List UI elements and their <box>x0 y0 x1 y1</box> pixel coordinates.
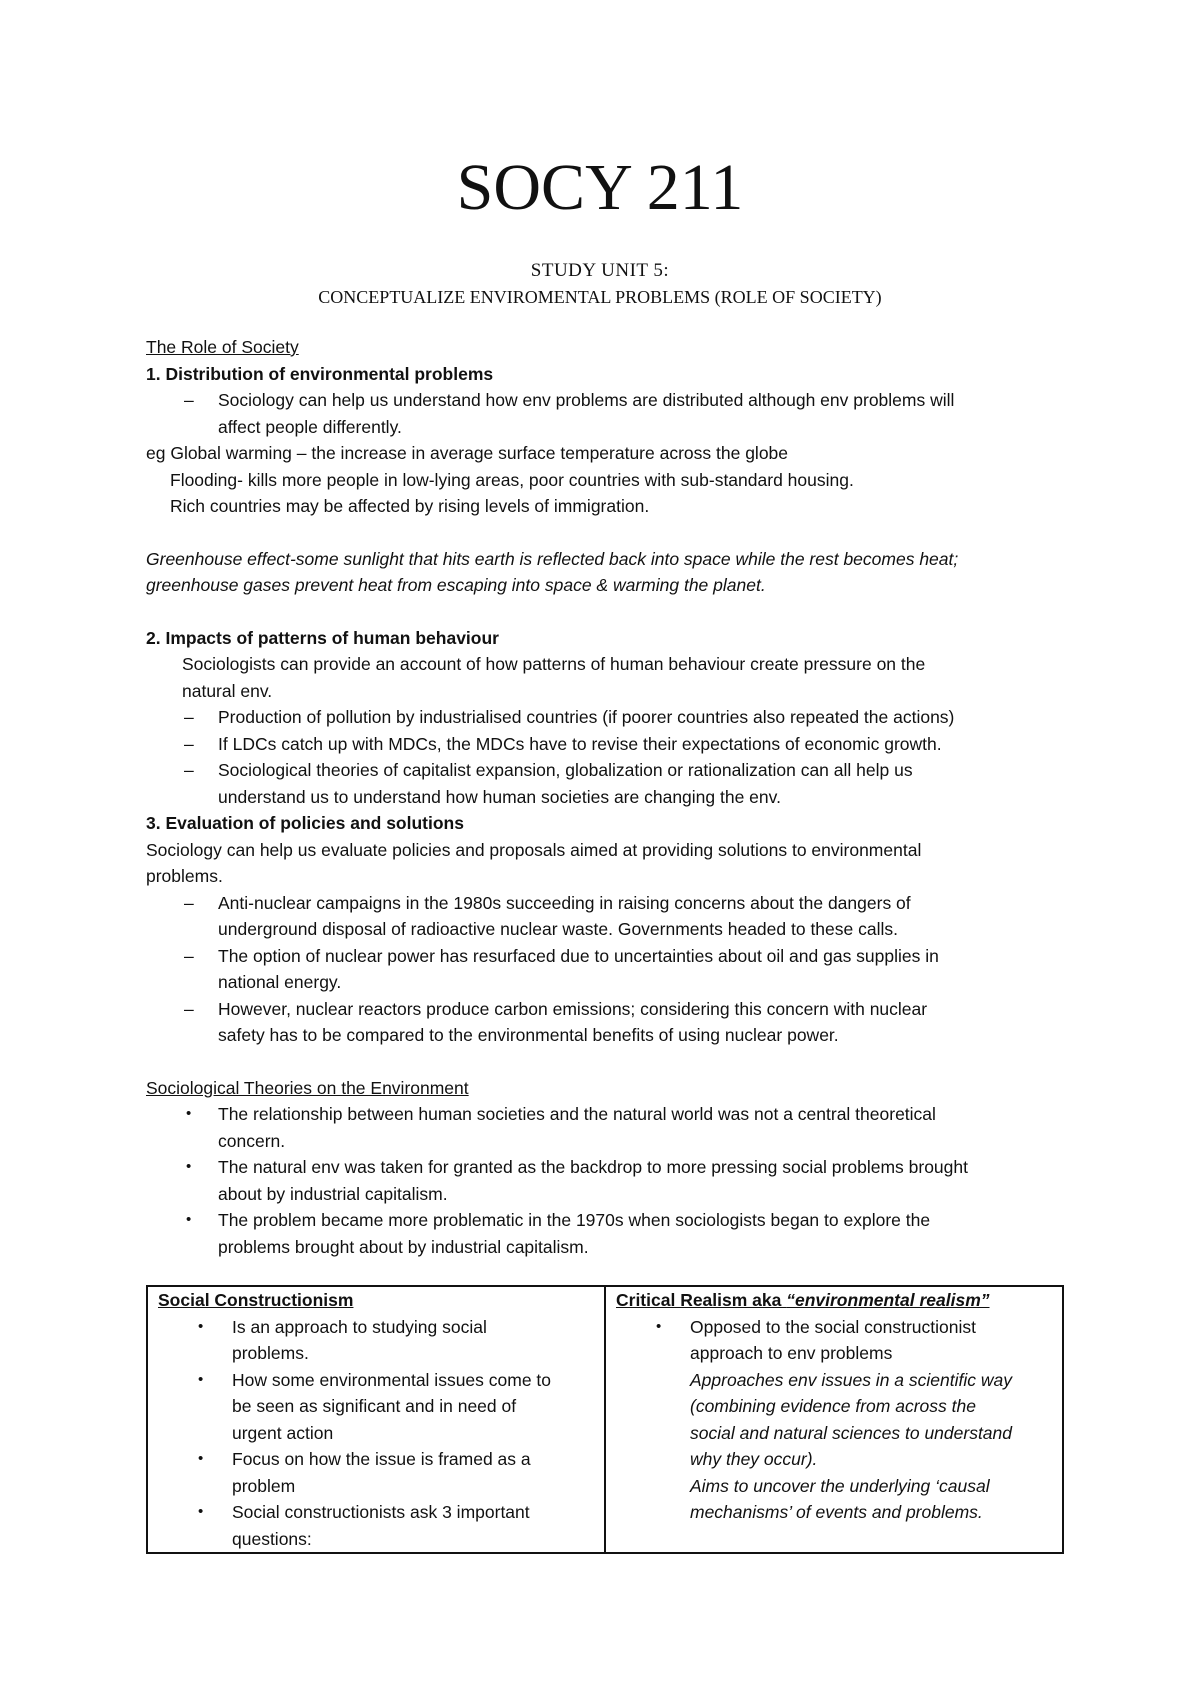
list-item-text: questions: <box>232 1528 312 1549</box>
dash-marker: – <box>184 998 194 1019</box>
list-item-text: safety has to be compared to the environmental benefits of using nuclear power. <box>218 1025 839 1045</box>
column-heading-italic: “environmental realism” <box>786 1290 990 1310</box>
document-body <box>146 334 1066 1260</box>
list-item-text: Focus on how the issue is framed as a <box>232 1449 531 1469</box>
italic-text: (combining evidence from across the <box>690 1396 976 1416</box>
list-item-text: problems. <box>232 1343 309 1363</box>
column-heading-prefix: Critical Realism aka <box>616 1290 787 1310</box>
list-item-text: The natural env was taken for granted as the backdrop to more pressing social problems brought <box>218 1157 968 1177</box>
list-item-text: underground disposal of radioactive nuclear waste. Governments headed to these calls. <box>218 919 898 939</box>
example-line: Flooding- kills more people in low-lying areas, poor countries with sub-standard housing. <box>170 469 854 490</box>
list-item <box>146 731 1066 758</box>
list-item-text: understand us to understand how human societies are changing the env. <box>218 786 781 807</box>
list-item-text: Sociological theories of capitalist expansion, globalization or rationalization can all help us <box>218 760 913 780</box>
bullet-marker: • <box>186 1158 192 1175</box>
dash-marker: – <box>184 892 194 913</box>
section-heading-theories: Sociological Theories on the Environment <box>146 1077 469 1098</box>
subheading-distribution: 1. Distribution of environmental problems <box>146 363 494 384</box>
dash-marker: – <box>184 707 194 727</box>
list-item-text: Anti-nuclear campaigns in the 1980s succeeding in raising concerns about the dangers of <box>218 892 911 913</box>
italic-text: Approaches env issues in a scientific way <box>690 1369 1012 1390</box>
list-item <box>158 1314 596 1367</box>
italic-text: social and natural sciences to understand <box>690 1422 1013 1443</box>
list-item-text: Opposed to the social constructionist <box>690 1316 976 1337</box>
page-title: SOCY 211 <box>456 151 744 224</box>
list-item-text: affect people differently. <box>218 416 402 437</box>
italic-text: Aims to uncover the underlying ‘causal <box>690 1475 990 1496</box>
list-item <box>158 1499 596 1552</box>
list-item <box>616 1314 1054 1367</box>
list-item-text: Social constructionists ask 3 important <box>232 1502 530 1522</box>
list-item-text: urgent action <box>232 1422 334 1443</box>
dash-marker: – <box>184 733 194 754</box>
list-item <box>146 996 1066 1049</box>
bullet-marker: • <box>186 1211 192 1228</box>
list-item-text: The problem became more problematic in the 1970s when sociologists began to explore the <box>218 1210 931 1230</box>
list-item-text: If LDCs catch up with MDCs, the MDCs have to revise their expectations of economic growth. <box>218 733 942 754</box>
list-item-text: problems brought about by industrial capitalism. <box>218 1236 589 1257</box>
paragraph-text: Sociology can help us evaluate policies and proposals aimed at providing solutions to environmental <box>146 839 922 860</box>
bullet-marker: • <box>198 1450 204 1467</box>
column-heading: Social Constructionism <box>158 1290 354 1310</box>
example-line: Rich countries may be affected by rising levels of immigration. <box>170 496 650 516</box>
table-cell-critical-realism <box>605 1286 1063 1553</box>
list-item <box>146 1154 1066 1207</box>
paragraph-text: problems. <box>146 866 223 886</box>
list-item <box>158 1446 596 1499</box>
list-item-text: Is an approach to studying social <box>232 1316 487 1337</box>
document-subtitle: CONCEPTUALIZE ENVIROMENTAL PROBLEMS (ROLE OF SOCIETY) <box>318 287 882 307</box>
italic-text: mechanisms’ of events and problems. <box>690 1502 983 1522</box>
bullet-marker: • <box>198 1317 204 1335</box>
paragraph-text: natural env. <box>182 680 273 701</box>
subheading-evaluation: 3. Evaluation of policies and solutions <box>146 813 464 833</box>
list-item <box>146 757 1066 810</box>
section-heading-role-of-society: The Role of Society <box>146 337 299 357</box>
bullet-marker: • <box>198 1370 204 1388</box>
italic-text: why they occur). <box>690 1449 818 1469</box>
list-item-text: How some environmental issues come to <box>232 1369 552 1390</box>
list-item <box>146 1101 1066 1154</box>
list-item <box>146 387 1066 440</box>
bullet-marker: • <box>656 1317 662 1335</box>
list-item-text: be seen as significant and in need of <box>232 1396 517 1416</box>
list-item-text: Sociology can help us understand how env problems are distributed although env problems will <box>218 390 955 410</box>
list-item <box>158 1367 596 1447</box>
subheading-impacts: 2. Impacts of patterns of human behaviour <box>146 627 499 648</box>
table-row <box>147 1286 1063 1553</box>
list-item-text: However, nuclear reactors produce carbon emissions; considering this concern with nuclear <box>218 998 928 1019</box>
study-unit-heading: STUDY UNIT 5: <box>530 260 670 281</box>
dash-marker: – <box>184 390 194 410</box>
list-item <box>146 943 1066 996</box>
list-item-text: concern. <box>218 1130 286 1151</box>
bullet-marker: • <box>198 1503 204 1520</box>
list-item-text: about by industrial capitalism. <box>218 1183 448 1204</box>
list-item <box>146 704 1066 731</box>
list-item <box>146 1207 1066 1260</box>
list-item-text: Production of pollution by industrialised countries (if poorer countries also repeated the actions) <box>218 707 955 727</box>
list-item <box>146 890 1066 943</box>
list-item-text: problem <box>232 1475 296 1496</box>
paragraph-text: Sociologists can provide an account of how patterns of human behaviour create pressure on the <box>182 654 926 674</box>
list-item-text: national energy. <box>218 972 342 992</box>
column-heading <box>616 1287 1054 1314</box>
list-item-text: The relationship between human societies and the natural world was not a central theoretical <box>218 1104 936 1124</box>
greenhouse-definition: Greenhouse effect-some sunlight that hits earth is reflected back into space while the rest becomes heat; <box>146 548 959 569</box>
list-item-text: The option of nuclear power has resurfaced due to uncertainties about oil and gas supplies in <box>218 945 939 966</box>
bullet-marker: • <box>186 1105 192 1122</box>
dash-marker: – <box>184 945 194 966</box>
greenhouse-definition: greenhouse gases prevent heat from escaping into space & warming the planet. <box>146 575 766 595</box>
comparison-table <box>146 1285 1064 1554</box>
example-line: eg Global warming – the increase in average surface temperature across the globe <box>146 443 789 463</box>
list-item-text: approach to env problems <box>690 1343 893 1363</box>
table-cell-social-constructionism <box>147 1286 605 1553</box>
dash-marker: – <box>184 760 194 780</box>
